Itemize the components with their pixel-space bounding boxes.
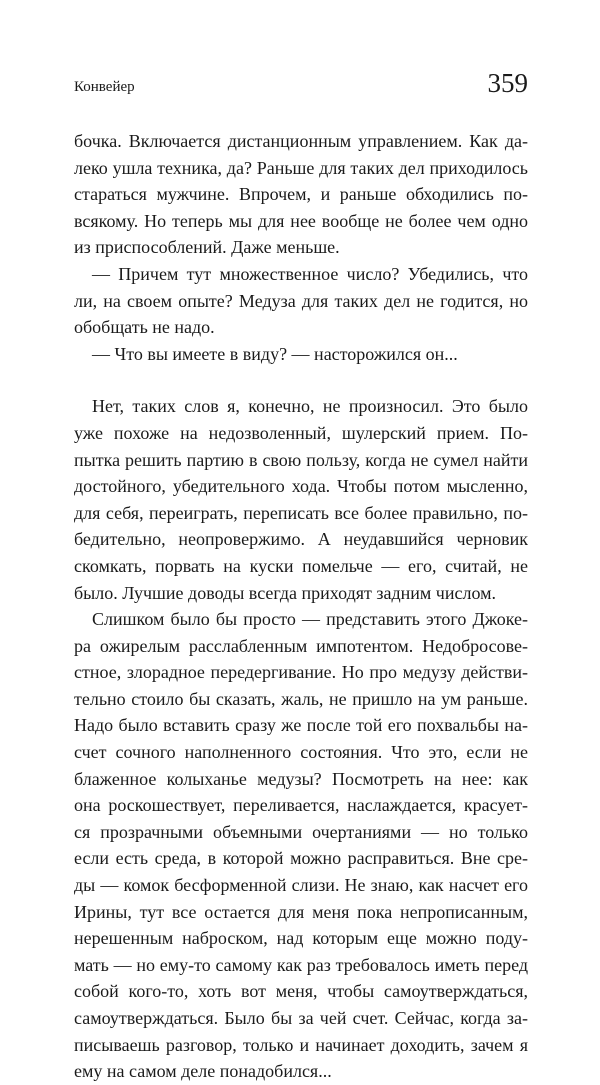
text-line: из приспособлений. Даже меньше. bbox=[74, 237, 340, 258]
text-line: Нет, таких слов я, конечно, не произносил. Это было bbox=[92, 396, 528, 417]
text-line: скомкать, порвать на куски помельче — его, считай, не bbox=[74, 555, 528, 576]
page-number: 359 bbox=[487, 68, 528, 98]
running-title: Конвейер bbox=[74, 79, 135, 95]
text-line: если есть среда, в которой можно расправиться. Вне сре- bbox=[74, 848, 528, 869]
text-line: всякому. Но теперь мы для нее вообще не более чем одно bbox=[74, 210, 528, 231]
text-line: ды — комок бесформенной слизи. Не знаю, как насчет его bbox=[74, 875, 528, 896]
text-line: собой кого-то, хоть вот меня, чтобы самоутверждаться, bbox=[74, 981, 528, 1002]
text-line: писываешь разговор, только и начинает доходить, зачем я bbox=[74, 1034, 528, 1055]
section-break bbox=[74, 367, 528, 393]
text-line: стное, злорадное передергивание. Но про медузу действи- bbox=[74, 662, 528, 683]
text-line: — Причем тут множественное число? Убедились, что bbox=[92, 263, 528, 284]
text-line: ра ожирелым расслабленным импотентом. Недобросове- bbox=[74, 635, 528, 656]
text-line: ся прозрачными объемными очертаниями — но только bbox=[74, 821, 528, 842]
text-line: Слишком было бы просто — представить этого Джоке- bbox=[92, 609, 528, 630]
text-line: ли, на своем опыте? Медуза для таких дел не годится, но bbox=[74, 290, 528, 311]
text-line: мать — но ему-то самому как раз требовалось иметь перед bbox=[74, 954, 528, 975]
text-line: тельно стоило бы сказать, жаль, не пришло на ум раньше. bbox=[74, 688, 528, 709]
text-line: Ирины, тут все остается для меня пока непрописанным, bbox=[74, 901, 528, 922]
text-line: стараться мужчине. Впрочем, и раньше обходились по- bbox=[74, 184, 528, 205]
text-line: Надо было вставить сразу же после той его похвальбы на- bbox=[74, 715, 528, 736]
text-line: достойного, убедительного хода. Чтобы потом мысленно, bbox=[74, 476, 528, 497]
body-text bbox=[74, 128, 528, 1085]
text-line: бочка. Включается дистанционным управлением. Как да- bbox=[74, 131, 528, 151]
text-line: самоутверждаться. Было бы за чей счет. Сейчас, когда за- bbox=[74, 1008, 528, 1028]
text-line: обобщать не надо. bbox=[74, 317, 215, 338]
text-line: для себя, переиграть, переписать все более правильно, по- bbox=[74, 502, 528, 523]
text-line: нерешенным наброском, над которым еще можно поду- bbox=[74, 928, 528, 949]
text-line: счет сочного наполненного состояния. Что это, если не bbox=[74, 742, 528, 763]
text-line: она роскошествует, переливается, наслаждается, красует- bbox=[74, 795, 528, 816]
text-line: пытка решить партию в свою пользу, когда не сумел найти bbox=[74, 449, 528, 470]
text-line: ему на самом деле понадобился... bbox=[74, 1061, 332, 1082]
page-header bbox=[74, 68, 528, 98]
text-line: блаженное колыханье медузы? Посмотреть на нее: как bbox=[74, 768, 528, 789]
text-line: было. Лучшие доводы всегда приходят задним числом. bbox=[74, 582, 497, 603]
text-line: леко ушла техника, да? Раньше для таких дел приходилось bbox=[74, 157, 528, 178]
text-line: уже похоже на недозволенный, шулерский прием. По- bbox=[74, 422, 528, 443]
text-line: — Что вы имеете в виду? — насторожился он... bbox=[92, 343, 458, 364]
text-line: бедительно, неопровержимо. А неудавшийся черновик bbox=[74, 529, 528, 550]
